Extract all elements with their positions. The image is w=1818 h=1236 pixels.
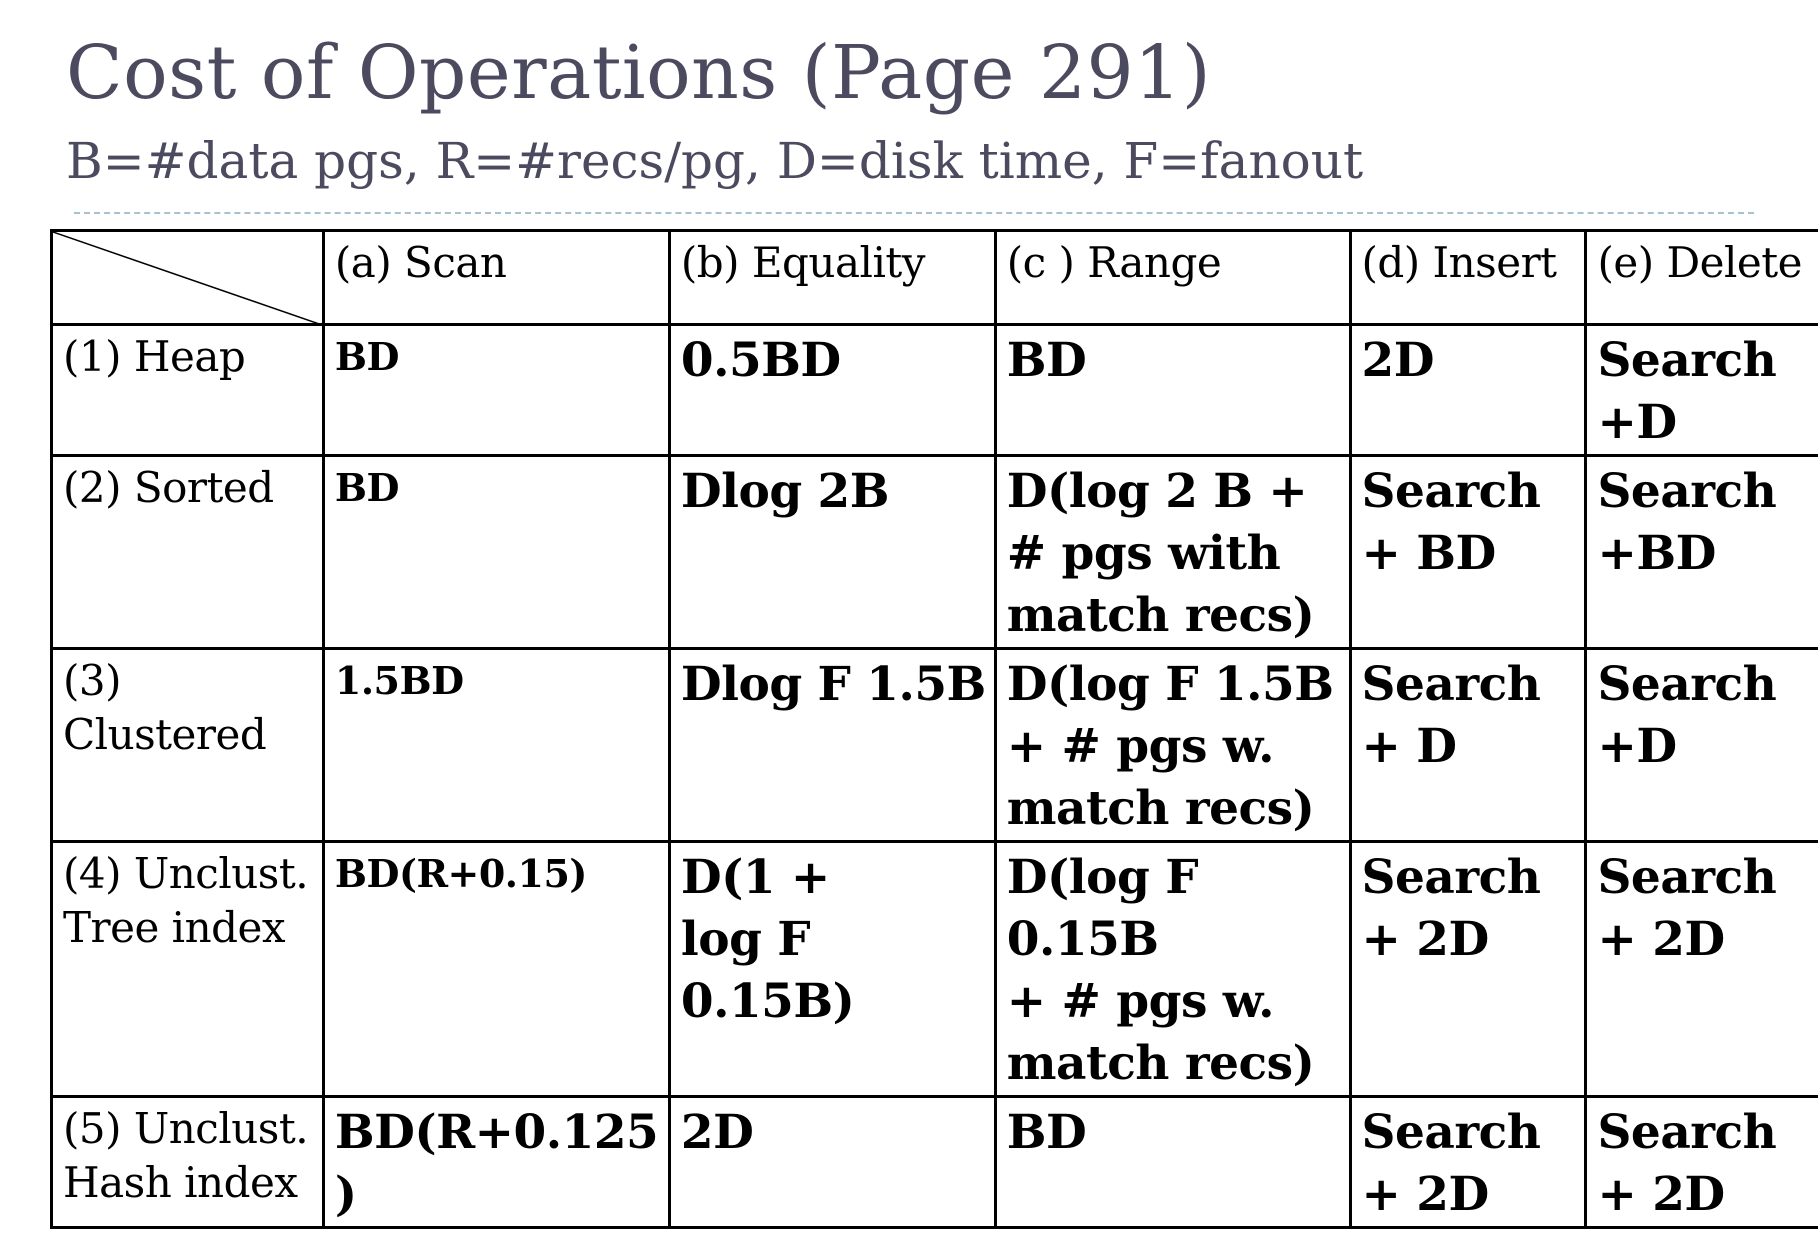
cell-sorted-delete: Search +BD <box>1586 456 1818 649</box>
cell-tree-delete: Search + 2D <box>1586 842 1818 1097</box>
cell-heap-scan: BD <box>323 325 669 456</box>
page-subtitle: B=#data pgs, R=#recs/pg, D=disk time, F=fanout <box>66 132 1364 190</box>
cell-hash-scan: BD(R+0.125 ) <box>323 1097 669 1228</box>
diagonal-line <box>53 232 323 325</box>
cell-heap-delete: Search +D <box>1586 325 1818 456</box>
column-header-equality: (b) Equality <box>669 231 995 325</box>
cell-clustered-insert: Search + D <box>1350 649 1586 842</box>
dashed-divider <box>74 212 1754 214</box>
column-header-insert: (d) Insert <box>1350 231 1586 325</box>
cell-clustered-delete: Search +D <box>1586 649 1818 842</box>
row-header-heap: (1) Heap <box>52 325 324 456</box>
cell-sorted-scan: BD <box>323 456 669 649</box>
cell-clustered-scan: 1.5BD <box>323 649 669 842</box>
row-header-unclust-hash: (5) Unclust. Hash index <box>52 1097 324 1228</box>
table-row <box>52 325 1818 456</box>
cell-clustered-range: D(log F 1.5B + # pgs w. match recs) <box>995 649 1350 842</box>
cell-sorted-insert: Search + BD <box>1350 456 1586 649</box>
cell-tree-insert: Search + 2D <box>1350 842 1586 1097</box>
table-row <box>52 1097 1818 1228</box>
cost-table <box>50 229 1818 1229</box>
cell-hash-delete: Search + 2D <box>1586 1097 1818 1228</box>
cell-hash-range: BD <box>995 1097 1350 1228</box>
cell-hash-insert: Search + 2D <box>1350 1097 1586 1228</box>
corner-cell <box>52 231 324 325</box>
cell-heap-range: BD <box>995 325 1350 456</box>
cell-sorted-equality: Dlog 2B <box>669 456 995 649</box>
table-row <box>52 456 1818 649</box>
cell-clustered-equality: Dlog F 1.5B <box>669 649 995 842</box>
cell-sorted-range: D(log 2 B + # pgs with match recs) <box>995 456 1350 649</box>
table-row <box>52 842 1818 1097</box>
column-header-range: (c ) Range <box>995 231 1350 325</box>
row-header-sorted: (2) Sorted <box>52 456 324 649</box>
cell-heap-equality: 0.5BD <box>669 325 995 456</box>
cell-tree-equality: D(1 + log F 0.15B) <box>669 842 995 1097</box>
row-header-clustered: (3) Clustered <box>52 649 324 842</box>
cell-heap-insert: 2D <box>1350 325 1586 456</box>
table-row <box>52 649 1818 842</box>
cell-tree-range: D(log F 0.15B + # pgs w. match recs) <box>995 842 1350 1097</box>
page-title: Cost of Operations (Page 291) <box>66 30 1212 116</box>
table-header-row <box>52 231 1818 325</box>
cell-tree-scan: BD(R+0.15) <box>323 842 669 1097</box>
cell-hash-equality: 2D <box>669 1097 995 1228</box>
column-header-scan: (a) Scan <box>323 231 669 325</box>
row-header-unclust-tree: (4) Unclust. Tree index <box>52 842 324 1097</box>
column-header-delete: (e) Delete <box>1586 231 1818 325</box>
